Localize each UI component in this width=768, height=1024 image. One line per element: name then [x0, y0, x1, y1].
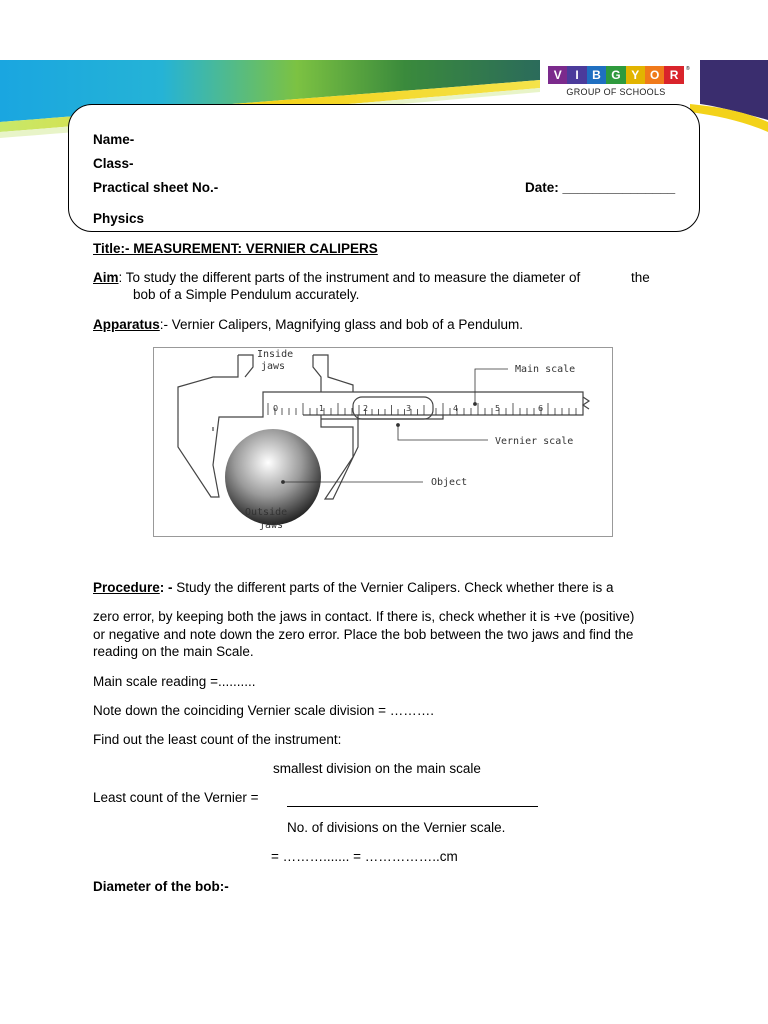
- main-scale-tick-label: 2: [363, 404, 369, 413]
- logo-letter: O: [645, 66, 664, 84]
- procedure-text-1: Study the different parts of the Vernier Calipers. Check whether there is a: [172, 580, 614, 595]
- logo-subtitle: GROUP OF SCHOOLS: [566, 87, 666, 97]
- main-scale-label: Main scale: [515, 364, 576, 375]
- logo-letter: Y: [626, 66, 645, 84]
- procedure-line-1: [93, 580, 614, 596]
- logo-letter: G: [606, 66, 625, 84]
- main-scale-tick-label: 1: [319, 404, 325, 413]
- main-scale-reading: Main scale reading =..........: [93, 674, 256, 689]
- trademark-mark: ®: [686, 66, 690, 72]
- logo-letter: R: [664, 66, 683, 84]
- main-scale-tick-label: 0: [273, 404, 279, 413]
- logo-letter: V: [548, 66, 567, 84]
- subject-label: Physics: [93, 211, 145, 226]
- outside-jaws-label-2: jaws: [259, 520, 284, 531]
- aim-line-1: [93, 270, 580, 286]
- vernier-calipers-diagram: [153, 347, 613, 537]
- vibgyor-logo: [548, 66, 684, 97]
- logo-letter: B: [587, 66, 606, 84]
- procedure-label: Procedure: [93, 580, 160, 595]
- fraction-numerator: smallest division on the main scale: [273, 761, 481, 776]
- least-count-label: Least count of the Vernier =: [93, 790, 259, 805]
- apparatus-text: :- Vernier Calipers, Magnifying glass and bob of a Pendulum.: [159, 317, 523, 332]
- object-label: Object: [431, 477, 468, 488]
- student-info-box: [68, 104, 700, 232]
- apparatus-line: [93, 317, 523, 333]
- procedure-line-4: reading on the main Scale.: [93, 644, 254, 659]
- procedure-dash: : -: [159, 580, 173, 595]
- aim-text: : To study the different parts of the instrument and to measure the diameter of: [118, 270, 581, 285]
- aim-line-1-end: the: [631, 270, 650, 285]
- main-scale-tick-label: 4: [453, 404, 459, 413]
- logo-letter: I: [567, 66, 586, 84]
- coinciding-division: Note down the coinciding Vernier scale division = ……….: [93, 703, 435, 718]
- main-scale-tick-label: 6: [538, 404, 544, 413]
- aim-label: Aim: [93, 270, 119, 285]
- page-title: Title:- MEASUREMENT: VERNIER CALIPERS: [93, 241, 378, 256]
- main-scale-tick-label: 5: [495, 404, 501, 413]
- class-label: Class-: [93, 156, 134, 171]
- least-count-intro: Find out the least count of the instrument:: [93, 732, 342, 747]
- apparatus-label: Apparatus: [93, 317, 160, 332]
- practical-sheet-label: Practical sheet No.-: [93, 180, 219, 195]
- main-scale-tick-label: 3: [406, 404, 412, 413]
- fraction-denominator: No. of divisions on the Vernier scale.: [287, 820, 506, 835]
- date-label: Date: _______________: [525, 180, 676, 195]
- vernier-scale-label: Vernier scale: [495, 436, 574, 447]
- logo-letters: [548, 66, 684, 84]
- procedure-line-3: or negative and note down the zero error. Place the bob between the two jaws and find the: [93, 627, 634, 642]
- diameter-of-bob: Diameter of the bob:-: [93, 879, 229, 894]
- least-count-result: = ………....... = ……………..cm: [271, 849, 458, 864]
- name-label: Name-: [93, 132, 135, 147]
- aim-line-2: bob of a Simple Pendulum accurately.: [133, 287, 360, 302]
- procedure-line-2: zero error, by keeping both the jaws in contact. If there is, check whether it is +ve (positive): [93, 609, 635, 624]
- fraction-line: [287, 806, 538, 807]
- outside-jaws-label-1: Outside: [245, 507, 288, 518]
- inside-jaws-label-2: jaws: [261, 361, 286, 372]
- inside-jaws-label-1: Inside: [257, 349, 294, 360]
